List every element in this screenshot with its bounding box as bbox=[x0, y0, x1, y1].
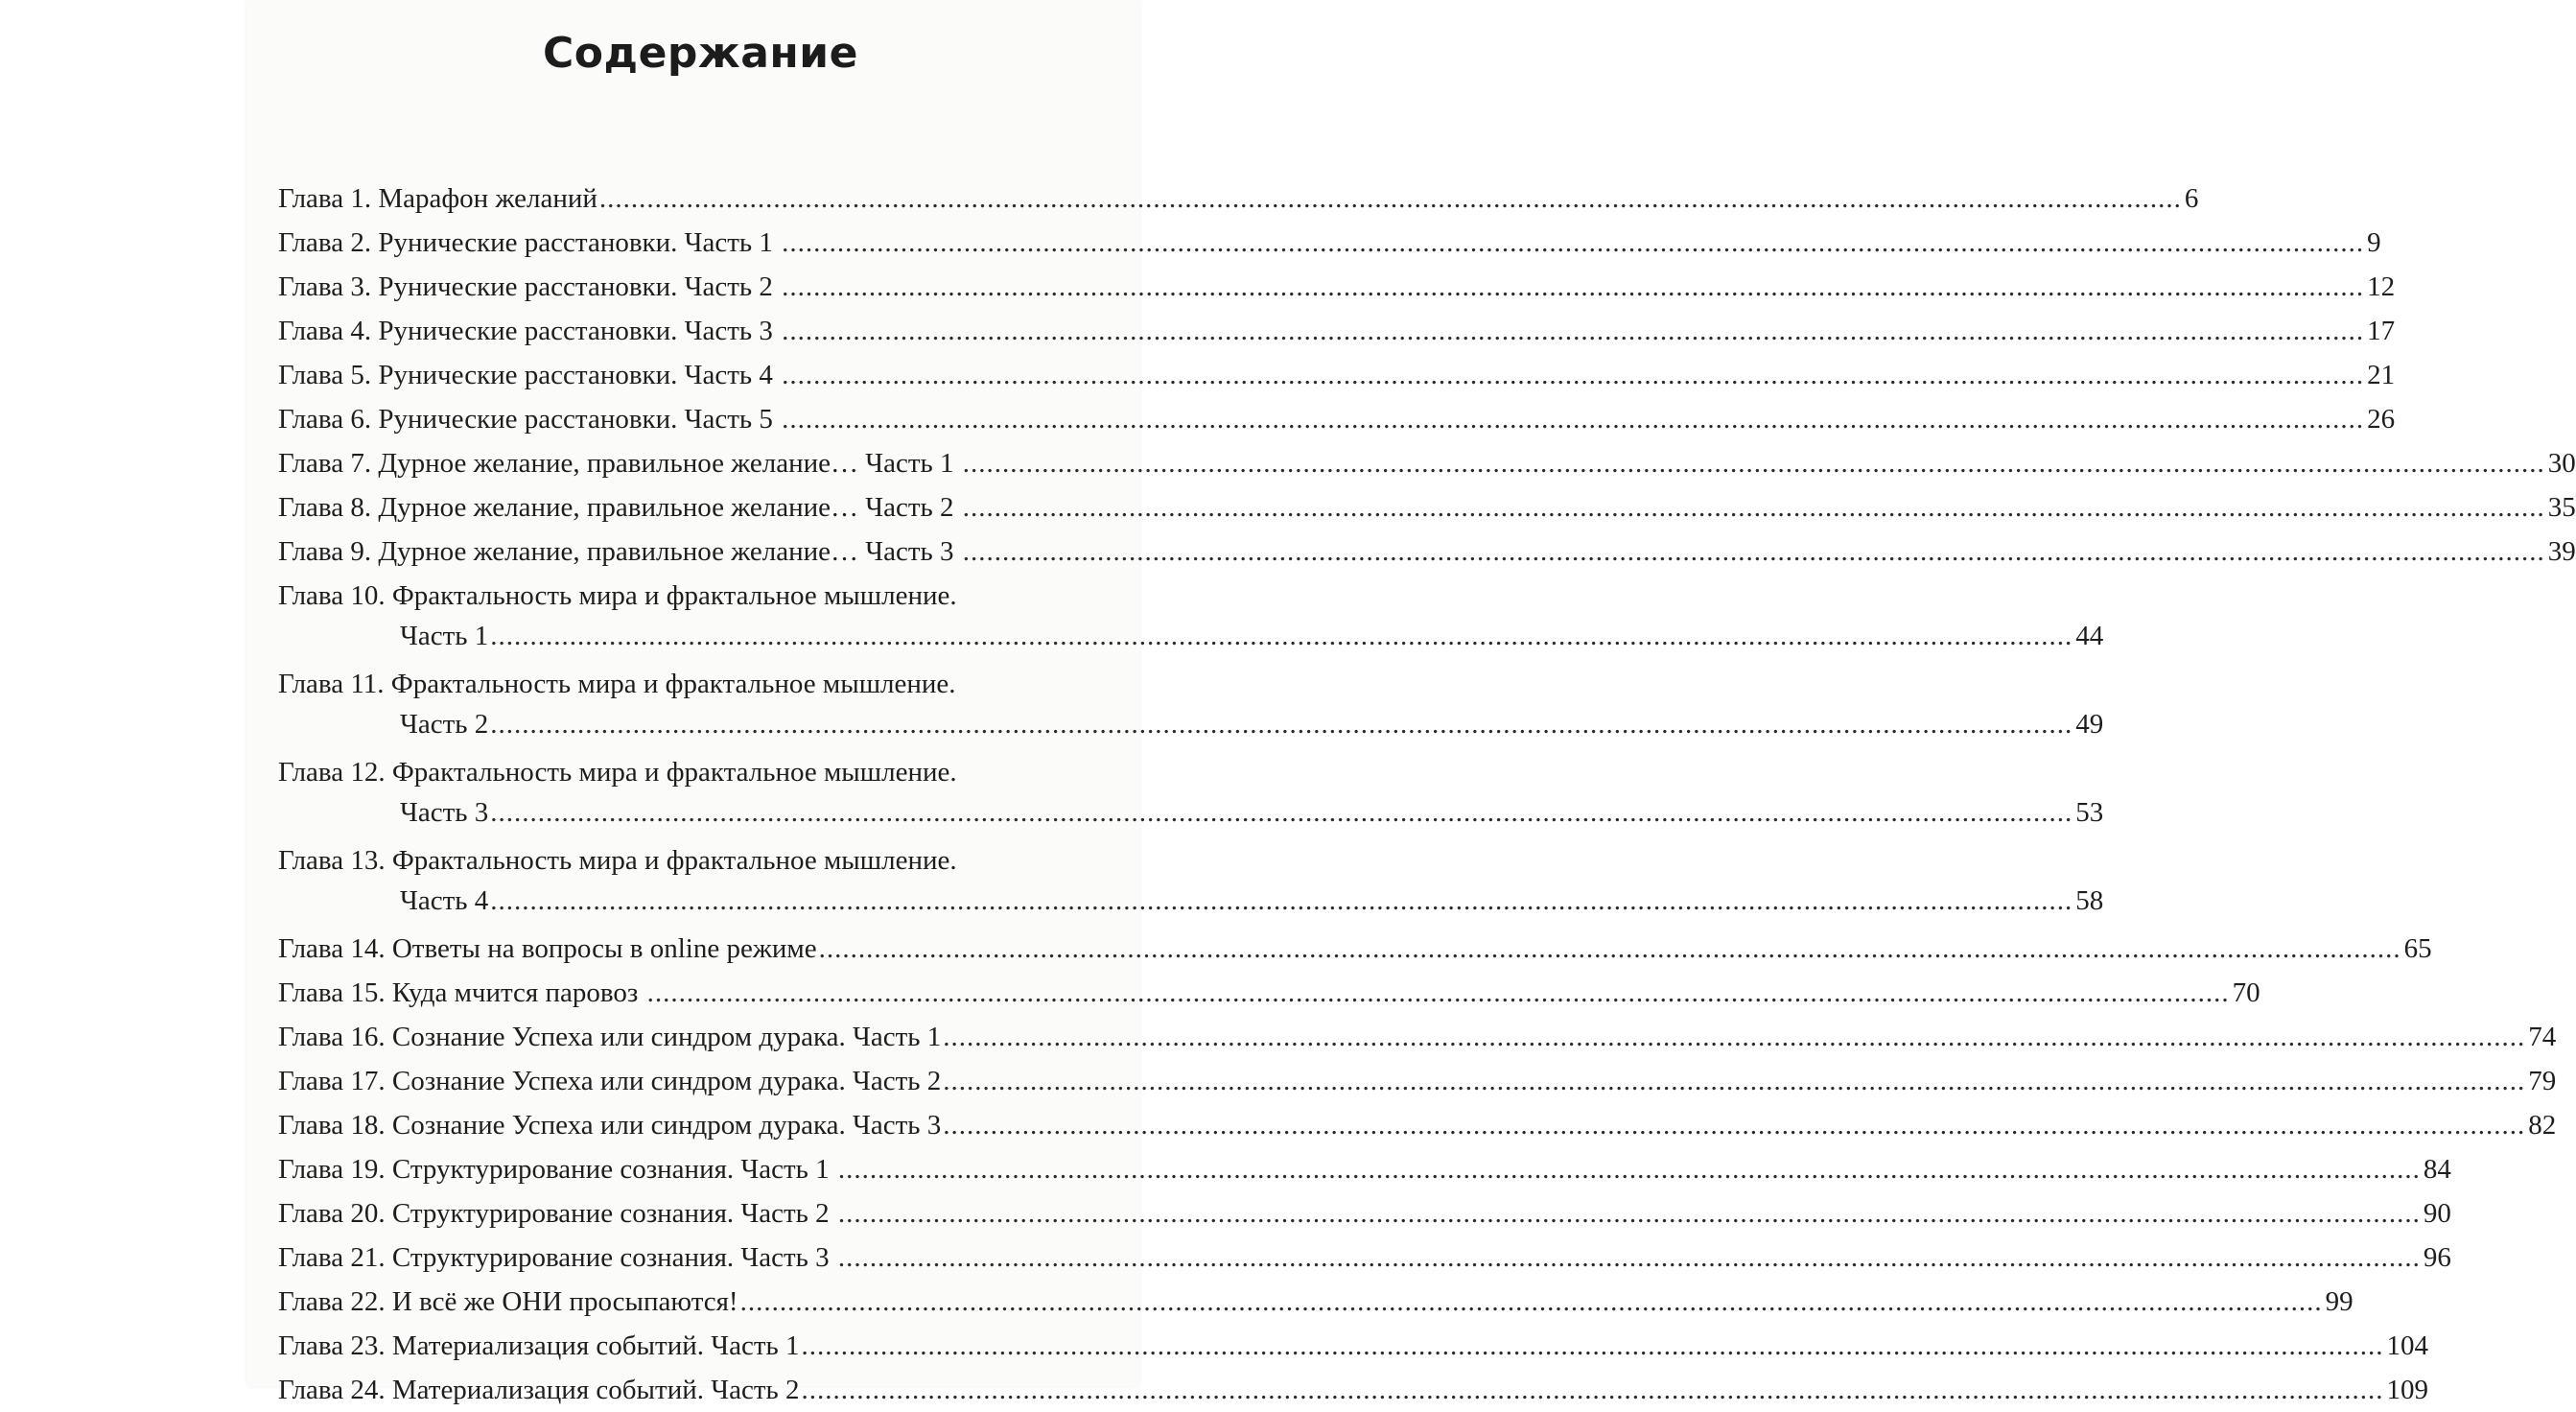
toc-entry-line bbox=[278, 1280, 2354, 1324]
toc-entry-line bbox=[278, 927, 2432, 971]
toc-entry bbox=[278, 1324, 2428, 1368]
toc-entry bbox=[278, 221, 2381, 265]
dot-leader bbox=[801, 1368, 2383, 1412]
toc-page-number: 74 bbox=[2528, 1022, 2557, 1052]
page-title: Содержание bbox=[543, 29, 858, 78]
toc-entry-label: Глава 15. Куда мчится паровоз bbox=[278, 977, 645, 1008]
toc-page-number: 58 bbox=[2075, 885, 2104, 916]
toc-page-number: 109 bbox=[2386, 1375, 2428, 1405]
toc-entry-label: Глава 5. Рунические расстановки. Часть 4 bbox=[278, 360, 781, 390]
toc-entry bbox=[278, 309, 2396, 353]
toc-entry bbox=[278, 485, 2576, 530]
toc-page-number: 90 bbox=[2423, 1198, 2451, 1229]
toc-entry bbox=[278, 574, 2104, 654]
dot-leader bbox=[740, 1280, 2323, 1324]
dot-leader bbox=[490, 794, 2073, 831]
dot-leader bbox=[943, 1059, 2525, 1103]
toc-entry-label: Глава 13. Фрактальность мира и фрактальное мышление. bbox=[278, 845, 957, 876]
toc-entry-label: Глава 11. Фрактальность мира и фрактальное мышление. bbox=[278, 669, 956, 699]
toc-entry-label: Глава 4. Рунические расстановки. Часть 3 bbox=[278, 316, 781, 346]
toc-entry-label: Глава 24. Материализация событий. Часть 2 bbox=[278, 1375, 800, 1405]
toc-page-number: 65 bbox=[2403, 933, 2432, 964]
toc-entry bbox=[278, 1368, 2428, 1412]
toc-entry-first-line bbox=[278, 662, 1117, 706]
toc-entry-continuation-line bbox=[278, 794, 2104, 831]
dot-leader bbox=[838, 1191, 2421, 1236]
toc-entry-label: Глава 21. Структурирование сознания. Часть 3 bbox=[278, 1242, 836, 1273]
toc-entry bbox=[278, 1147, 2451, 1191]
dot-leader bbox=[647, 971, 2230, 1015]
toc-entry bbox=[278, 971, 2260, 1015]
dot-leader bbox=[801, 1324, 2383, 1368]
toc-entry-line bbox=[278, 1015, 2557, 1059]
toc-entry-label-continuation: Часть 2 bbox=[400, 709, 489, 740]
dot-leader bbox=[490, 706, 2073, 742]
dot-leader bbox=[819, 927, 2401, 971]
toc-entry-line bbox=[278, 265, 2396, 309]
toc-entry-label: Глава 1. Марафон желаний bbox=[278, 183, 597, 214]
toc-entry-line bbox=[278, 1368, 2428, 1412]
toc-entry-label: Глава 20. Структурирование сознания. Часть 2 bbox=[278, 1198, 836, 1229]
toc-entry-first-line bbox=[278, 838, 1117, 882]
toc-page-number: 39 bbox=[2547, 536, 2576, 567]
toc-entry-line bbox=[278, 485, 2576, 530]
toc-page-number: 70 bbox=[2232, 977, 2260, 1008]
toc-entry-label: Глава 22. И всё же ОНИ просыпаются! bbox=[278, 1286, 738, 1317]
toc-entry-label: Глава 2. Рунические расстановки. Часть 1 bbox=[278, 227, 781, 258]
toc-entry bbox=[278, 530, 2576, 574]
toc-page-number: 49 bbox=[2075, 709, 2104, 740]
toc-entry-label-continuation: Часть 3 bbox=[400, 797, 489, 828]
toc-entry-line bbox=[278, 397, 2396, 441]
toc-entry-line bbox=[278, 441, 2576, 485]
toc-entry-label: Глава 6. Рунические расстановки. Часть 5 bbox=[278, 404, 781, 435]
dot-leader bbox=[963, 441, 2545, 485]
toc-entry-label: Глава 14. Ответы на вопросы в online режиме bbox=[278, 933, 817, 964]
toc-entry-label: Глава 19. Структурирование сознания. Часть 1 bbox=[278, 1154, 836, 1185]
toc-entry-label: Глава 23. Материализация событий. Часть 1 bbox=[278, 1330, 800, 1361]
toc-page-number: 21 bbox=[2367, 360, 2396, 390]
toc-entry-line bbox=[278, 971, 2260, 1015]
toc-entry-label: Глава 17. Сознание Успеха или синдром дурака. Часть 2 bbox=[278, 1066, 942, 1096]
toc-entry-line bbox=[278, 530, 2576, 574]
toc-entry-label: Глава 3. Рунические расстановки. Часть 2 bbox=[278, 271, 781, 302]
toc-page-number: 26 bbox=[2367, 404, 2396, 435]
toc-entry bbox=[278, 1191, 2451, 1236]
toc-entry bbox=[278, 1280, 2354, 1324]
toc-entry-label: Глава 8. Дурное желание, правильное желание… Часть 2 bbox=[278, 492, 961, 523]
toc-entry bbox=[278, 838, 2104, 919]
dot-leader bbox=[838, 1147, 2421, 1191]
toc-entry-line bbox=[278, 309, 2396, 353]
toc-entry bbox=[278, 353, 2396, 397]
toc-page-number: 30 bbox=[2547, 448, 2576, 479]
toc-page-number: 84 bbox=[2423, 1154, 2451, 1185]
toc-entry-line bbox=[278, 1147, 2451, 1191]
toc-entry-label-continuation: Часть 1 bbox=[400, 621, 489, 651]
toc-entry-label: Глава 9. Дурное желание, правильное желание… Часть 3 bbox=[278, 536, 961, 567]
toc-entry-label: Глава 12. Фрактальность мира и фрактальное мышление. bbox=[278, 757, 957, 788]
toc-entry-label: Глава 10. Фрактальность мира и фрактальное мышление. bbox=[278, 580, 957, 611]
toc-entry-label: Глава 7. Дурное желание, правильное желание… Часть 1 bbox=[278, 448, 961, 479]
toc-page-number: 44 bbox=[2075, 621, 2104, 651]
toc-page-number: 104 bbox=[2386, 1330, 2428, 1361]
toc-entry bbox=[278, 1236, 2451, 1280]
dot-leader bbox=[963, 530, 2545, 574]
dot-leader bbox=[963, 485, 2545, 530]
toc-entry-label: Глава 18. Сознание Успеха или синдром дурака. Часть 3 bbox=[278, 1110, 942, 1141]
table-of-contents bbox=[278, 176, 2576, 1412]
toc-entry-label-continuation: Часть 4 bbox=[400, 885, 489, 916]
toc-entry bbox=[278, 265, 2396, 309]
toc-page-number: 96 bbox=[2423, 1242, 2451, 1273]
dot-leader bbox=[943, 1103, 2525, 1147]
toc-entry-line bbox=[278, 176, 2199, 221]
toc-entry-continuation-line bbox=[278, 706, 2104, 742]
dot-leader bbox=[599, 176, 2182, 221]
dot-leader bbox=[943, 1015, 2525, 1059]
toc-page-number: 79 bbox=[2528, 1066, 2557, 1096]
dot-leader bbox=[782, 353, 2364, 397]
toc-entry bbox=[278, 750, 2104, 831]
book-page bbox=[247, 0, 2576, 1405]
toc-entry-line bbox=[278, 1191, 2451, 1236]
toc-entry bbox=[278, 1059, 2557, 1103]
toc-page-number: 6 bbox=[2184, 183, 2199, 214]
dot-leader bbox=[782, 397, 2364, 441]
toc-page-number: 35 bbox=[2547, 492, 2576, 523]
toc-entry bbox=[278, 1015, 2557, 1059]
dot-leader bbox=[490, 618, 2073, 654]
toc-entry bbox=[278, 176, 2199, 221]
toc-page-number: 53 bbox=[2075, 797, 2104, 828]
toc-entry-continuation-line bbox=[278, 882, 2104, 919]
toc-entry bbox=[278, 662, 2104, 742]
toc-page-number: 82 bbox=[2528, 1110, 2557, 1141]
toc-entry-continuation-line bbox=[278, 618, 2104, 654]
toc-entry-line bbox=[278, 1324, 2428, 1368]
dot-leader bbox=[782, 309, 2364, 353]
toc-page-number: 99 bbox=[2325, 1286, 2354, 1317]
toc-entry-line bbox=[278, 353, 2396, 397]
toc-entry bbox=[278, 927, 2432, 971]
toc-entry-first-line bbox=[278, 750, 1117, 794]
dot-leader bbox=[838, 1236, 2421, 1280]
dot-leader bbox=[782, 221, 2364, 265]
toc-page-number: 9 bbox=[2367, 227, 2381, 258]
toc-entry bbox=[278, 397, 2396, 441]
toc-entry-first-line bbox=[278, 574, 1117, 618]
dot-leader bbox=[782, 265, 2364, 309]
toc-entry bbox=[278, 1103, 2557, 1147]
toc-entry bbox=[278, 441, 2576, 485]
toc-entry-line bbox=[278, 1059, 2557, 1103]
toc-entry-label: Глава 16. Сознание Успеха или синдром дурака. Часть 1 bbox=[278, 1022, 942, 1052]
toc-page-number: 12 bbox=[2367, 271, 2396, 302]
toc-entry-line bbox=[278, 221, 2381, 265]
dot-leader bbox=[490, 882, 2073, 919]
toc-entry-line bbox=[278, 1103, 2557, 1147]
toc-page-number: 17 bbox=[2367, 316, 2396, 346]
toc-entry-line bbox=[278, 1236, 2451, 1280]
